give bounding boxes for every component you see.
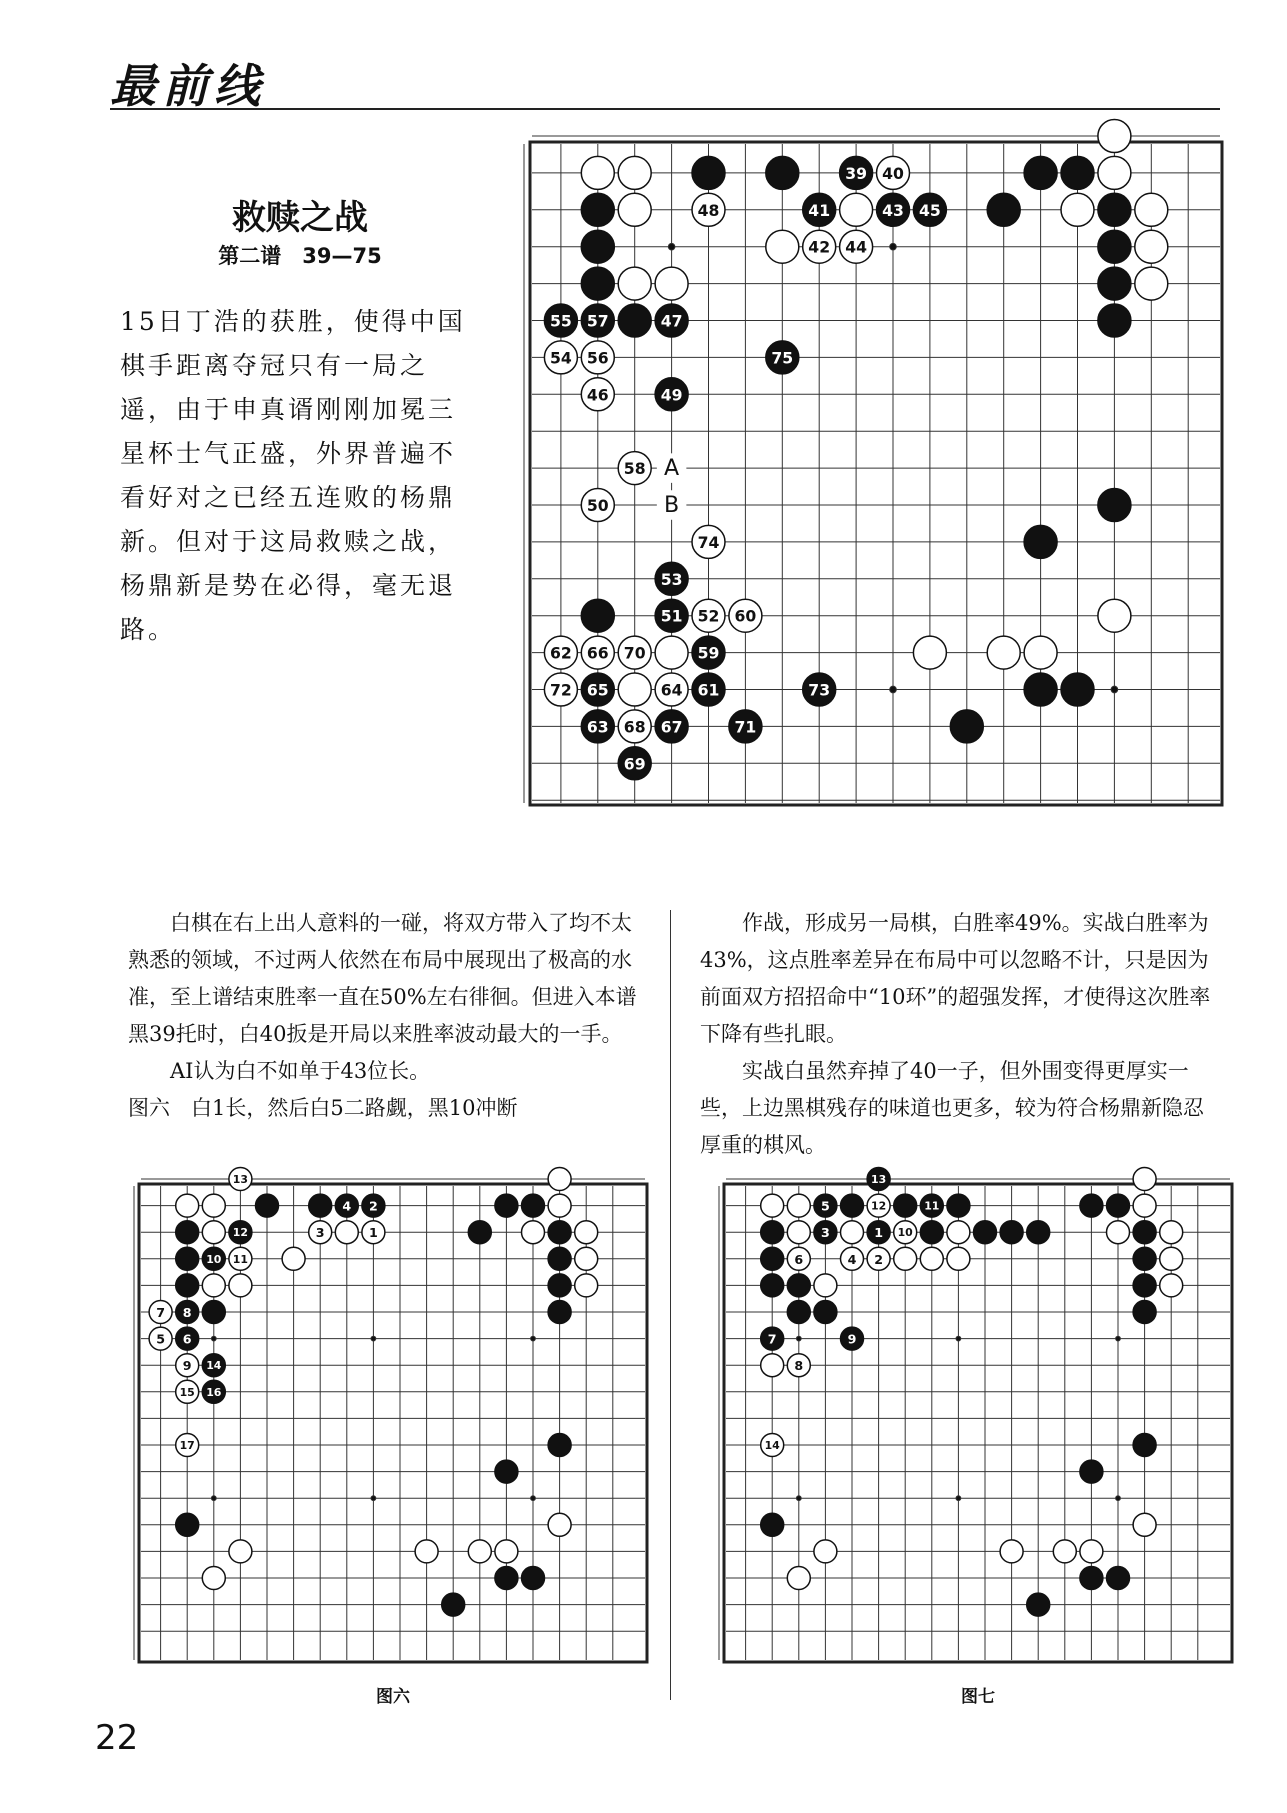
move-number: 62 <box>550 643 572 663</box>
black-stone <box>1107 1194 1130 1217</box>
white-stone <box>1098 156 1131 189</box>
white-stone <box>176 1434 199 1457</box>
black-stone <box>548 1301 571 1324</box>
white-stone <box>1160 1274 1183 1297</box>
white-stone <box>1080 1540 1103 1563</box>
move-number: 44 <box>845 237 867 257</box>
move-number: 63 <box>586 717 609 737</box>
white-stone <box>1135 267 1168 300</box>
move-number: 52 <box>697 606 720 626</box>
white-stone <box>1160 1221 1183 1244</box>
black-stone <box>522 1194 545 1217</box>
black-stone <box>544 304 577 337</box>
black-stone <box>229 1221 252 1244</box>
white-stone <box>1024 636 1057 669</box>
white-stone <box>229 1247 252 1270</box>
white-stone <box>655 267 688 300</box>
white-stone <box>202 1221 225 1244</box>
move-number: 12 <box>871 1199 887 1213</box>
black-stone <box>362 1194 385 1217</box>
white-stone <box>618 636 651 669</box>
figure-7-go-board <box>722 1173 1234 1664</box>
white-stone <box>618 267 651 300</box>
black-stone <box>894 1194 917 1217</box>
black-stone <box>522 1567 545 1590</box>
black-stone <box>581 710 614 743</box>
white-stone <box>692 525 725 558</box>
star-point <box>1116 1336 1121 1341</box>
body-left-column <box>128 905 648 1127</box>
white-stone <box>176 1380 199 1403</box>
figure-note: 图六 白1长，然后白5二路觑，黑10冲断 <box>128 1096 518 1120</box>
black-stone <box>548 1434 571 1457</box>
star-point <box>796 1336 801 1341</box>
star-point <box>371 1496 376 1501</box>
black-stone <box>761 1274 784 1297</box>
black-stone <box>468 1221 491 1244</box>
black-stone <box>618 304 651 337</box>
main-go-board <box>528 140 1224 807</box>
white-stone <box>495 1540 518 1563</box>
star-point <box>890 686 897 693</box>
move-number: 43 <box>882 200 904 220</box>
star-point <box>531 1336 536 1341</box>
white-stone <box>877 156 910 189</box>
white-stone <box>894 1221 917 1244</box>
white-stone <box>840 230 873 263</box>
body-paragraph: 实战白虽然弃掉了40一子，但外围变得更厚实一些，上边黑棋残存的味道也更多，较为符合杨鼎新隐忍厚重的棋风。 <box>700 1059 1204 1157</box>
white-stone <box>867 1247 890 1270</box>
white-stone <box>814 1274 837 1297</box>
white-stone <box>229 1274 252 1297</box>
move-number: 3 <box>315 1225 325 1241</box>
move-number: 46 <box>586 385 609 405</box>
black-stone <box>950 710 983 743</box>
star-point <box>371 1336 376 1341</box>
move-number: 45 <box>919 200 941 220</box>
move-number: 8 <box>794 1358 804 1374</box>
white-stone <box>729 599 762 632</box>
black-stone <box>655 710 688 743</box>
white-stone <box>522 1221 545 1244</box>
white-stone <box>581 378 614 411</box>
move-number: 64 <box>660 680 683 700</box>
move-number: 71 <box>734 717 757 737</box>
white-stone <box>581 341 614 374</box>
move-number: 73 <box>808 680 831 700</box>
black-stone <box>581 599 614 632</box>
move-number: 6 <box>182 1331 192 1347</box>
white-stone <box>761 1354 784 1377</box>
move-number: 13 <box>232 1173 248 1186</box>
header-divider <box>110 108 1220 110</box>
white-stone <box>1133 1194 1156 1217</box>
magazine-section-title: 最前线 <box>110 59 266 113</box>
move-number: 50 <box>586 496 609 515</box>
move-number: 15 <box>179 1385 195 1399</box>
move-number: 10 <box>206 1252 222 1266</box>
black-stone <box>913 193 946 226</box>
body-paragraph: 作战，形成另一局棋，白胜率49%。实战白胜率为43%，这点胜率差异在布局中可以忽略不计，只是因为前面双方招招命中“10环”的超强发挥，才使得这次胜率下降有些扎眼。 <box>700 911 1211 1046</box>
move-number: 4 <box>847 1251 857 1267</box>
black-stone <box>1133 1274 1156 1297</box>
move-number: 11 <box>924 1199 940 1213</box>
white-stone <box>761 1194 784 1217</box>
move-number: 48 <box>697 200 720 220</box>
move-number: 49 <box>660 385 683 405</box>
white-stone <box>415 1540 438 1563</box>
white-stone <box>894 1247 917 1270</box>
white-stone <box>544 636 577 669</box>
white-stone <box>1135 193 1168 226</box>
black-stone <box>787 1274 810 1297</box>
white-stone <box>581 636 614 669</box>
white-stone <box>618 710 651 743</box>
white-stone <box>544 341 577 374</box>
black-stone <box>495 1194 518 1217</box>
move-number: 51 <box>660 606 683 626</box>
white-stone <box>987 636 1020 669</box>
white-stone <box>1107 1221 1130 1244</box>
black-stone <box>787 1301 810 1324</box>
move-number: 10 <box>897 1226 913 1240</box>
white-stone <box>548 1513 571 1536</box>
black-stone <box>766 156 799 189</box>
black-stone <box>814 1194 837 1217</box>
black-stone <box>1098 489 1131 522</box>
black-stone <box>581 193 614 226</box>
body-paragraph: 白棋在右上出人意料的一碰，将双方带入了均不太熟悉的领域，不过两人依然在布局中展现出了极高的水准，至上谱结束胜率一直在50%左右徘徊。但进入本谱黑39托时，白40扳是开局以来胜率波动最大的一手。 <box>128 911 637 1046</box>
move-number: 7 <box>767 1331 777 1347</box>
white-stone <box>229 1540 252 1563</box>
article-subtitle: 第二谱 39—75 <box>218 244 382 268</box>
body-paragraph: AI认为白不如单于43位长。 <box>170 1059 431 1083</box>
white-stone <box>1133 1513 1156 1536</box>
black-stone <box>176 1274 199 1297</box>
black-stone <box>548 1247 571 1270</box>
black-stone <box>1098 267 1131 300</box>
move-number: 6 <box>794 1251 804 1267</box>
move-number: 61 <box>697 680 720 700</box>
black-stone <box>655 562 688 595</box>
black-stone <box>581 230 614 263</box>
star-point <box>1111 686 1118 693</box>
figure-7-caption: 图七 <box>961 1687 995 1707</box>
white-stone <box>1000 1540 1023 1563</box>
white-stone <box>787 1194 810 1217</box>
move-number: 47 <box>660 311 683 331</box>
white-stone <box>149 1301 172 1324</box>
black-stone <box>766 341 799 374</box>
black-stone <box>803 193 836 226</box>
black-stone <box>176 1327 199 1350</box>
black-stone <box>947 1194 970 1217</box>
white-stone <box>362 1221 385 1244</box>
black-stone <box>1098 304 1131 337</box>
black-stone <box>920 1221 943 1244</box>
white-stone <box>548 1168 571 1191</box>
black-stone <box>1098 193 1131 226</box>
black-stone <box>1080 1567 1103 1590</box>
move-number: 54 <box>550 348 572 368</box>
white-stone <box>787 1354 810 1377</box>
move-number: 68 <box>623 717 646 737</box>
star-point <box>211 1336 216 1341</box>
move-number: 66 <box>586 643 609 663</box>
black-stone <box>1133 1221 1156 1244</box>
white-stone <box>282 1247 305 1270</box>
black-stone <box>335 1194 358 1217</box>
black-stone <box>1027 1593 1050 1616</box>
black-stone <box>803 673 836 706</box>
white-stone <box>913 636 946 669</box>
black-stone <box>495 1460 518 1483</box>
body-right-column <box>700 905 1220 1164</box>
move-number: 3 <box>821 1225 830 1241</box>
star-point <box>531 1496 536 1501</box>
black-stone <box>618 747 651 780</box>
white-stone <box>1160 1247 1183 1270</box>
black-stone <box>655 378 688 411</box>
black-stone <box>814 1221 837 1244</box>
white-stone <box>149 1327 172 1350</box>
move-number: 57 <box>586 311 609 331</box>
black-stone <box>442 1593 465 1616</box>
black-stone <box>655 304 688 337</box>
white-stone <box>947 1247 970 1270</box>
move-number: 16 <box>206 1385 222 1399</box>
move-number: 5 <box>821 1198 830 1214</box>
move-number: 70 <box>623 643 646 663</box>
black-stone <box>176 1301 199 1324</box>
page-number: 22 <box>95 1718 139 1758</box>
move-number: 60 <box>734 606 757 626</box>
white-stone <box>468 1540 491 1563</box>
move-number: 67 <box>660 717 683 737</box>
star-point <box>796 1496 801 1501</box>
move-number: 72 <box>550 680 572 700</box>
white-stone <box>1133 1168 1156 1191</box>
white-stone <box>787 1247 810 1270</box>
board-letter-label: B <box>664 492 680 518</box>
column-divider <box>670 910 671 1700</box>
move-number: 1 <box>874 1225 883 1241</box>
black-stone <box>987 193 1020 226</box>
move-number: 74 <box>697 532 720 552</box>
white-stone <box>655 673 688 706</box>
move-number: 58 <box>623 459 646 479</box>
white-stone <box>575 1247 598 1270</box>
move-number: 53 <box>660 569 683 589</box>
white-stone <box>1135 230 1168 263</box>
move-number: 5 <box>156 1331 165 1347</box>
white-stone <box>692 599 725 632</box>
move-number: 9 <box>847 1331 857 1347</box>
move-number: 7 <box>156 1305 165 1320</box>
black-stone <box>841 1194 864 1217</box>
white-stone <box>787 1567 810 1590</box>
black-stone <box>1133 1301 1156 1324</box>
star-point <box>956 1496 961 1501</box>
figure-6-go-board <box>137 1173 649 1664</box>
white-stone <box>229 1168 252 1191</box>
white-stone <box>335 1221 358 1244</box>
black-stone <box>920 1194 943 1217</box>
white-stone <box>618 156 651 189</box>
white-stone <box>920 1247 943 1270</box>
white-stone <box>581 489 614 522</box>
white-stone <box>867 1194 890 1217</box>
black-stone <box>1107 1567 1130 1590</box>
black-stone <box>814 1301 837 1324</box>
white-stone <box>176 1194 199 1217</box>
black-stone <box>176 1221 199 1244</box>
move-number: 14 <box>206 1359 222 1373</box>
star-point <box>668 243 675 250</box>
white-stone <box>803 230 836 263</box>
black-stone <box>974 1221 997 1244</box>
black-stone <box>1098 230 1131 263</box>
black-stone <box>729 710 762 743</box>
move-number: 13 <box>871 1173 887 1186</box>
black-stone <box>1024 673 1057 706</box>
move-number: 14 <box>764 1439 780 1452</box>
star-point <box>211 1496 216 1501</box>
black-stone <box>761 1513 784 1536</box>
white-stone <box>841 1221 864 1244</box>
white-stone <box>202 1567 225 1590</box>
move-number: 4 <box>342 1198 352 1214</box>
move-number: 65 <box>586 680 609 700</box>
move-number: 12 <box>232 1226 248 1240</box>
move-number: 69 <box>623 754 646 774</box>
black-stone <box>761 1327 784 1350</box>
white-stone <box>766 230 799 263</box>
black-stone <box>692 156 725 189</box>
star-point <box>956 1336 961 1341</box>
black-stone <box>1000 1221 1023 1244</box>
black-stone <box>548 1274 571 1297</box>
white-stone <box>548 1194 571 1217</box>
intro-paragraph: 15日丁浩的获胜，使得中国棋手距离夺冠只有一局之遥，由于申真谞刚刚加冕三星杯士气正盛，外界普遍不看好对之已经五连败的杨鼎新。但对于这局救赎之战，杨鼎新是势在必得，毫无退路。 <box>120 307 466 644</box>
move-number: 55 <box>550 311 572 331</box>
black-stone <box>1024 525 1057 558</box>
black-stone <box>256 1194 279 1217</box>
white-stone <box>618 193 651 226</box>
black-stone <box>176 1513 199 1536</box>
move-number: 2 <box>874 1251 883 1267</box>
black-stone <box>867 1221 890 1244</box>
move-number: 8 <box>182 1305 192 1320</box>
black-stone <box>202 1301 225 1324</box>
black-stone <box>1027 1221 1050 1244</box>
white-stone <box>581 156 614 189</box>
black-stone <box>761 1247 784 1270</box>
black-stone <box>202 1354 225 1377</box>
move-number: 75 <box>771 348 794 368</box>
move-number: 40 <box>882 163 904 183</box>
black-stone <box>1080 1460 1103 1483</box>
move-number: 17 <box>179 1439 195 1452</box>
black-stone <box>692 636 725 669</box>
move-number: 9 <box>182 1358 192 1374</box>
white-stone <box>787 1221 810 1244</box>
black-stone <box>495 1567 518 1590</box>
black-stone <box>309 1194 332 1217</box>
star-point <box>1116 1496 1121 1501</box>
white-stone <box>947 1221 970 1244</box>
move-number: 59 <box>697 643 720 663</box>
article-title: 救赎之战 <box>232 198 368 238</box>
black-stone <box>581 304 614 337</box>
white-stone <box>544 673 577 706</box>
move-number: 42 <box>808 237 831 257</box>
black-stone <box>655 599 688 632</box>
black-stone <box>581 267 614 300</box>
white-stone <box>618 673 651 706</box>
move-number: 11 <box>232 1252 248 1266</box>
white-stone <box>575 1274 598 1297</box>
black-stone <box>867 1168 890 1191</box>
white-stone <box>309 1221 332 1244</box>
black-stone <box>1024 156 1057 189</box>
black-stone <box>581 673 614 706</box>
white-stone <box>1098 120 1131 153</box>
move-number: 39 <box>845 163 867 183</box>
black-stone <box>1061 156 1094 189</box>
black-stone <box>1133 1434 1156 1457</box>
black-stone <box>692 673 725 706</box>
black-stone <box>877 193 910 226</box>
black-stone <box>1133 1247 1156 1270</box>
move-number: 1 <box>369 1225 378 1241</box>
move-number: 56 <box>586 348 609 368</box>
black-stone <box>841 1327 864 1350</box>
white-stone <box>618 452 651 485</box>
black-stone <box>1061 673 1094 706</box>
move-number: 2 <box>369 1198 378 1214</box>
white-stone <box>575 1221 598 1244</box>
white-stone <box>1061 193 1094 226</box>
black-stone <box>840 156 873 189</box>
white-stone <box>202 1194 225 1217</box>
white-stone <box>1053 1540 1076 1563</box>
white-stone <box>841 1247 864 1270</box>
white-stone <box>761 1434 784 1457</box>
white-stone <box>840 193 873 226</box>
board-letter-label: A <box>664 455 680 482</box>
black-stone <box>176 1247 199 1270</box>
black-stone <box>761 1221 784 1244</box>
move-number: 41 <box>808 200 831 220</box>
white-stone <box>692 193 725 226</box>
figure-6-caption: 图六 <box>376 1687 410 1707</box>
black-stone <box>202 1247 225 1270</box>
black-stone <box>548 1221 571 1244</box>
white-stone <box>176 1354 199 1377</box>
star-point <box>890 243 897 250</box>
black-stone <box>202 1380 225 1403</box>
black-stone <box>1080 1194 1103 1217</box>
white-stone <box>814 1540 837 1563</box>
white-stone <box>655 636 688 669</box>
white-stone <box>202 1274 225 1297</box>
white-stone <box>1098 599 1131 632</box>
